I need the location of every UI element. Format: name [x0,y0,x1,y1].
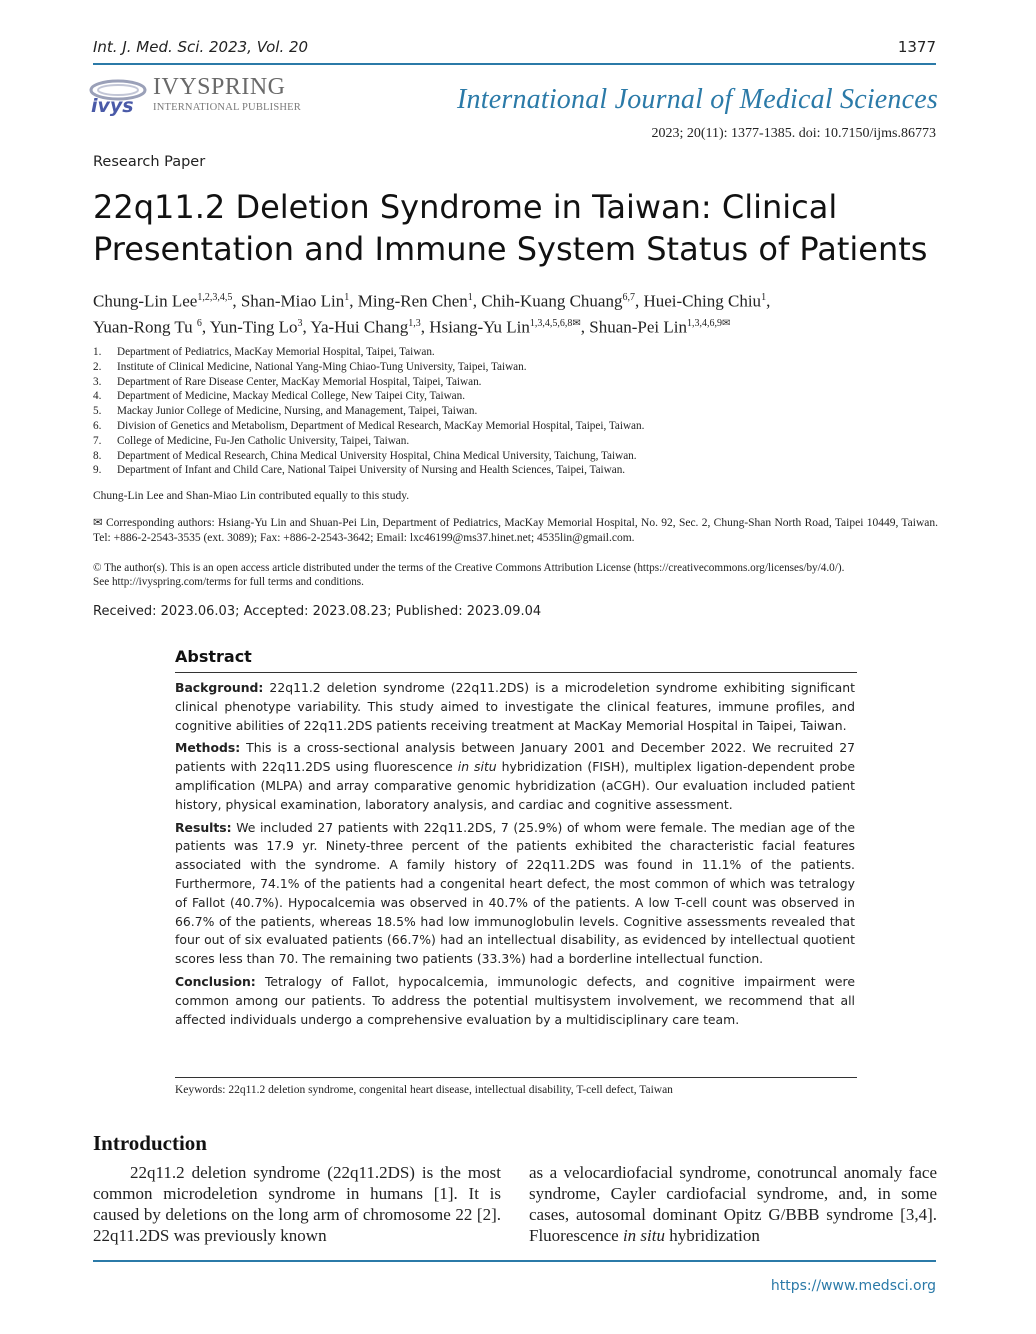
author-affiliation-mark: 6 [196,317,202,329]
license-line-1: © The author(s). This is an open access article distributed under the terms of the Creative Commons Attribution License (https://creativecommons.org/licenses/by/4.0/). [93,562,845,574]
intro-right-text-a: as a velocardiofacial syndrome, conotruncal anomaly face syndrome, Cayler cardiofacial syndrome, and, in some cases, autosomal dominant Opitz G/BBB syndrome [3,4]. Fluorescence [529,1163,937,1245]
affiliation-text: Division of Genetics and Metabolism, Department of Medical Research, MacKay Memorial Hospital, Taipei, Taiwan. [117,419,645,432]
author-separator: , [201,317,210,337]
journal-website-link[interactable]: https://www.medsci.org [770,1278,936,1294]
equal-contribution-note: Chung-Lin Lee and Shan-Miao Lin contributed equally to this study. [93,490,410,502]
author-affiliation-mark: 1,2,3,4,5 [197,292,233,303]
abstract-bottom-rule [175,1077,857,1078]
author-name: Chih-Kuang Chuang [481,291,623,311]
intro-right-text-b: hybridization [664,1226,760,1245]
methods-text-b: hybridization (FISH), multiplex ligation-dependent probe amplification (MLPA) and array comparative genomic hybridization (aCGH). Our evaluation included patient history, physical examination, laboratory analysis, and cardiac and cognitive assessment. [175,759,855,812]
affiliation-text: Department of Infant and Child Care, National Taipei University of Nursing and Health Sciences, Taipei, Taiwan. [117,464,626,477]
author-affiliation-mark: 3 [297,317,303,329]
affiliation-item [93,463,943,478]
affiliation-number: 7. [93,434,102,447]
abstract-body [175,679,855,1033]
publisher-name: IVYSPRING [153,74,286,100]
author-separator: , [766,291,771,311]
author-separator: , [232,291,241,311]
affiliation-number: 6. [93,419,102,432]
author-affiliation-mark: 1 [467,292,473,303]
methods-label: Methods: [175,740,241,756]
affiliation-item [93,375,943,390]
conclusion-text: Tetralogy of Fallot, hypocalcemia, immunologic defects, and cognitive impairment were common among our patients. To address the potential multisystem involvement, we recommend that all affected individuals undergo a comprehensive evaluation by a multidisciplinary care team. [175,973,855,1027]
author-name: Shuan-Pei Lin [589,317,688,337]
affiliation-number: 3. [93,375,102,388]
title-line-2: Presentation and Immune System Status of Patients [93,230,928,268]
affiliation-number: 2. [93,360,102,373]
author-list [93,287,943,338]
abstract-methods [175,739,855,814]
author-separator: , [349,291,358,311]
author-affiliation-mark: 1 [761,292,767,303]
affiliation-text: Institute of Clinical Medicine, National Yang-Ming Chiao-Tung University, Taipei, Taiwan. [117,360,527,373]
affiliation-number: 8. [93,449,102,462]
affiliation-item [93,360,943,375]
conclusion-label: Conclusion: [175,973,256,989]
author-name: Yun-Ting Lo [209,317,298,337]
author-name: Hsiang-Yu Lin [429,317,530,337]
title-line-1: 22q11.2 Deletion Syndrome in Taiwan: Clinical [93,188,838,226]
author-affiliation-mark: 1,3,4,6,9✉ [687,317,731,329]
running-header [93,38,936,60]
author-name: Shan-Miao Lin [240,291,345,311]
svg-text:ivys: ivys [91,95,134,116]
author-affiliation-mark: 6,7 [622,292,635,303]
author-name: Ming-Ren Chen [357,291,468,311]
affiliation-item [93,419,943,434]
author-name: Huei-Ching Chiu [643,291,762,311]
intro-left-column: 22q11.2 deletion syndrome (22q11.2DS) is the most common microdeletion syndrome in humans [1]. It is caused by deletions on the long arm of chromosome 22 [2]. 22q11.2DS was previously known [93,1163,501,1245]
author-separator: , [634,291,644,311]
article-type: Research Paper [93,154,206,170]
author-separator: , [302,317,311,337]
affiliation-number: 1. [93,346,102,358]
abstract-background [175,679,855,735]
affiliation-number: 9. [93,464,102,477]
author-name: Chung-Lin Lee [93,291,198,311]
affiliation-text: Department of Medicine, Mackay Medical College, New Taipei City, Taiwan. [117,390,466,403]
author-name: Yuan-Rong Tu [93,317,197,337]
corresponding-authors: ✉ Corresponding authors: Hsiang-Yu Lin and Shuan-Pei Lin, Department of Pediatrics, MacKay Memorial Hospital, No. 92, Sec. 2, Chung-Shan North Road, Taipei 10449, Taiwan. Tel: +886-2-2543-3535 (ext. 3089); Fax: +886-2-2543-3642; Email: lxc46199@ms37.hinet.net; 4535lin@gmail.com. [93,517,938,544]
affiliation-number: 4. [93,390,102,403]
article-citation: 2023; 20(11): 1377-1385. doi: 10.7150/ijms.86773 [651,126,936,141]
author-affiliation-mark: 1,3,4,5,6,8✉ [529,317,581,329]
ivyspring-logo-icon [87,76,149,116]
author-separator: , [580,317,590,337]
affiliation-number: 5. [93,405,102,418]
intro-right-column [529,1162,937,1246]
intro-right-italic: in situ [622,1226,665,1245]
methods-text-a: This is a cross-sectional analysis between January 2001 and December 2022. We recruited 27 patients with 22q11.2DS using fluorescence [175,740,855,775]
affiliation-item [93,434,943,449]
license-line-2: See http://ivyspring.com/terms for full terms and conditions. [93,576,364,588]
journal-title: International Journal of Medical Sciences [457,84,938,115]
license-notice [93,561,938,589]
author-separator: , [420,317,430,337]
affiliation-item [93,345,943,360]
introduction-heading: Introduction [93,1131,207,1155]
author-separator: , [472,291,482,311]
affiliation-item [93,449,943,464]
methods-italic: in situ [457,759,497,775]
affiliation-list [93,345,943,478]
affiliation-text: Department of Rare Disease Center, MacKay Memorial Hospital, Taipei, Taiwan. [117,375,482,388]
affiliation-item [93,389,943,404]
background-text: 22q11.2 deletion syndrome (22q11.2DS) is a microdeletion syndrome exhibiting significant clinical phenotype variability. This study aimed to investigate the clinical features, immune profiles, and cognitive abilities of 22q11.2DS patients receiving treatment at MacKay Memorial Hospital in Taipei, Taiwan. [175,680,855,733]
results-label: Results: [175,819,232,835]
author-affiliation-mark: 1 [344,292,350,303]
footer-rule [93,1260,936,1262]
author-affiliation-mark: 1,3 [408,317,421,329]
article-title [93,186,953,270]
author-name: Ya-Hui Chang [310,317,409,337]
affiliation-text: Department of Medical Research, China Medical University Hospital, China Medical University, Taichung, Taiwan. [117,449,637,462]
publisher-logo [87,74,317,122]
header-rule [93,63,936,65]
publisher-subtitle: INTERNATIONAL PUBLISHER [153,102,301,113]
page-number: 1377 [897,38,936,56]
running-journal-citation: Int. J. Med. Sci. 2023, Vol. 20 [93,38,309,56]
publication-dates: Received: 2023.06.03; Accepted: 2023.08.23; Published: 2023.09.04 [93,604,542,619]
affiliation-item [93,404,943,419]
background-label: Background: [175,680,264,695]
affiliation-text: College of Medicine, Fu-Jen Catholic University, Taipei, Taiwan. [117,434,410,447]
abstract-results [175,819,855,969]
abstract-heading: Abstract [175,647,252,666]
keywords: Keywords: 22q11.2 deletion syndrome, congenital heart disease, intellectual disability, T-cell defect, Taiwan [175,1084,673,1096]
abstract-conclusion [175,973,855,1029]
abstract-top-rule [175,672,857,673]
results-text: We included 27 patients with 22q11.2DS, 7 (25.9%) of whom were female. The median age of the patients was 17.9 yr. Ninety-three percent of the patients exhibited the characteristic facial features associated with the syndrome. A family history of 22q11.2DS was found in 11.1% of the patients. Furthermore, 74.1% of the patients had a congenital heart defect, the most common of which was tetralogy of Fallot (40.7%). Hypocalcemia was observed in 40.7% of the patients. A low T-cell count was observed in 66.7% of the patients, whereas 18.5% had low immunoglobulin levels. Cognitive assessments revealed that four out of six evaluated patients (66.7%) had an intellectual disability, as evidenced by intellectual quotient scores less than 70. The remaining two patients (33.3%) had a borderline intellectual function. [175,819,855,967]
affiliation-text: Department of Pediatrics, MacKay Memorial Hospital, Taipei, Taiwan. [117,346,435,358]
affiliation-text: Mackay Junior College of Medicine, Nursing, and Management, Taipei, Taiwan. [117,405,478,418]
